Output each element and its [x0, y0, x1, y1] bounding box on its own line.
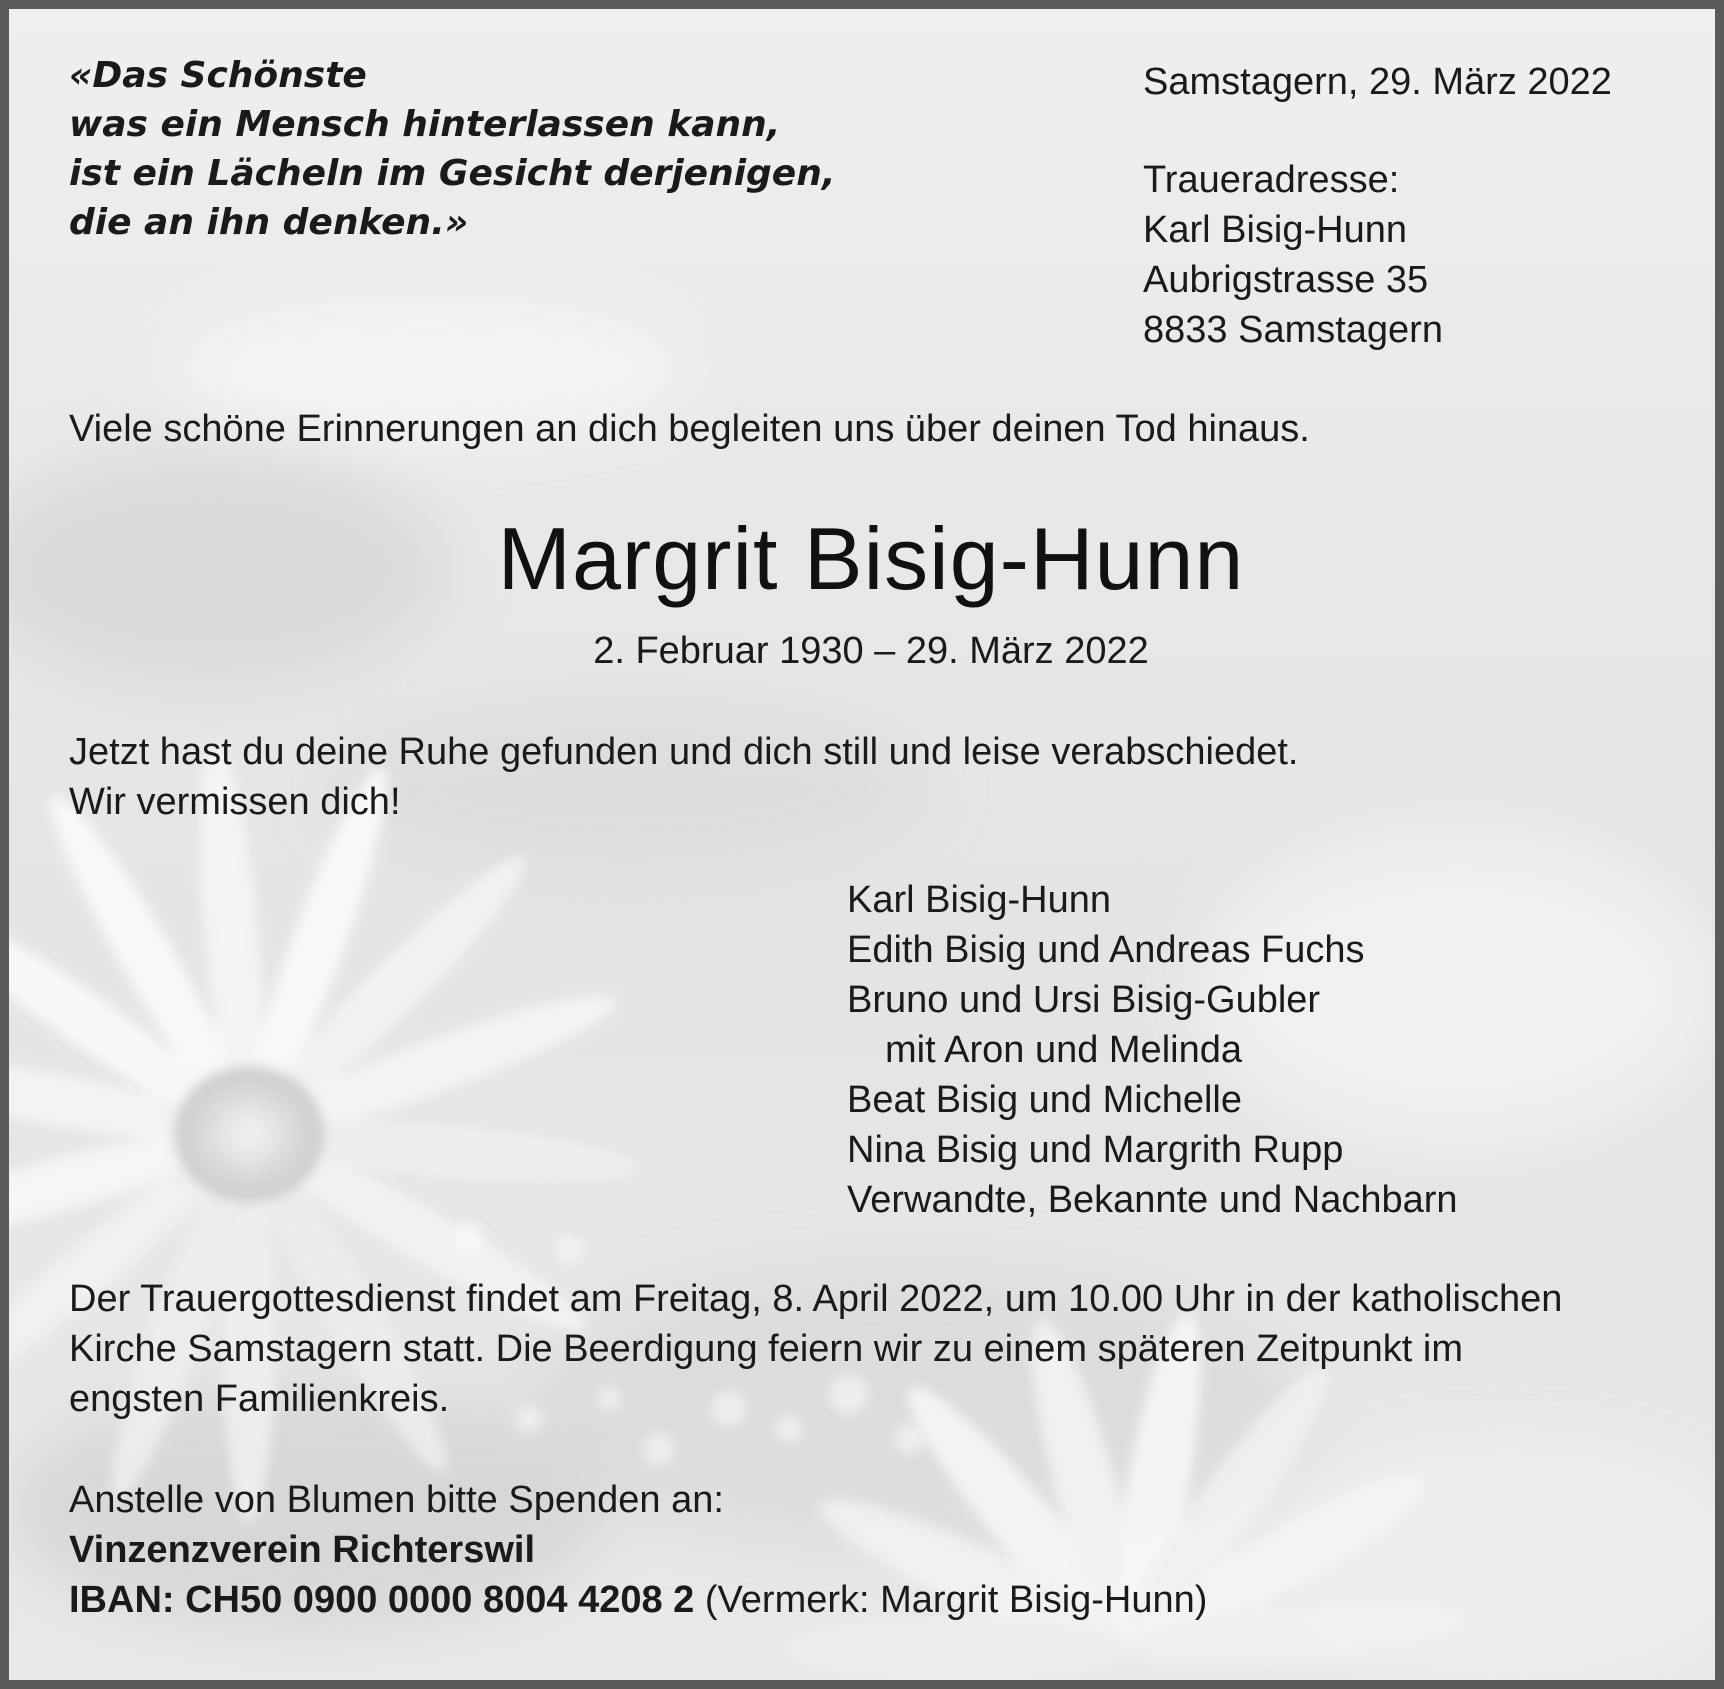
- donation-info: [69, 1475, 1207, 1625]
- header-info: [1143, 57, 1612, 355]
- donation-iban: IBAN: CH50 0900 0000 8004 4208 2: [69, 1579, 695, 1621]
- life-dates: 2. Februar 1930 – 29. März 2022: [593, 630, 1149, 672]
- farewell-message: [69, 727, 1299, 827]
- donation-intro: Anstelle von Blumen bitte Spenden an:: [69, 1479, 724, 1521]
- address-line: Karl Bisig-Hunn: [1143, 209, 1407, 251]
- service-line: Kirche Samstagern statt. Die Beerdigung feiern wir zu einem späteren Zeitpunkt im: [69, 1328, 1463, 1370]
- mourner-entry: mit Aron und Melinda: [885, 1029, 1242, 1071]
- mourner-entry: Edith Bisig und Andreas Fuchs: [847, 929, 1365, 971]
- mourner-entry: Beat Bisig und Michelle: [847, 1079, 1242, 1121]
- mourner-entry: Bruno und Ursi Bisig-Gubler: [847, 979, 1321, 1021]
- donation-organization: Vinzenzverein Richterswil: [69, 1529, 536, 1571]
- donation-iban-line: [69, 1575, 1207, 1625]
- opening-quote: [69, 51, 836, 247]
- donation-note: (Vermerk: Margrit Bisig-Hunn): [704, 1579, 1208, 1621]
- deceased-name: Margrit Bisig-Hunn: [497, 509, 1245, 608]
- quote-line: die an ihn denken.»: [69, 202, 469, 243]
- quote-line: ist ein Lächeln im Gesicht derjenigen,: [69, 153, 836, 194]
- mourner-entry: Verwandte, Bekannte und Nachbarn: [847, 1179, 1458, 1221]
- mourner-entry: Karl Bisig-Hunn: [847, 879, 1111, 921]
- quote-line: «Das Schönste: [69, 55, 367, 96]
- address-line: Aubrigstrasse 35: [1143, 259, 1429, 301]
- service-line: engsten Familienkreis.: [69, 1378, 450, 1420]
- address-line: 8833 Samstagern: [1143, 309, 1443, 351]
- address-label: Traueradresse:: [1143, 159, 1400, 201]
- service-line: Der Trauergottesdienst findet am Freitag, 8. April 2022, um 10.00 Uhr in der katholischen: [69, 1278, 1563, 1320]
- mourner-entry: Nina Bisig und Margrith Rupp: [847, 1129, 1344, 1171]
- mourners-list: [847, 875, 1458, 1225]
- quote-line: was ein Mensch hinterlassen kann,: [69, 104, 781, 145]
- place-date: Samstagern, 29. März 2022: [1143, 61, 1612, 103]
- service-details: [69, 1274, 1562, 1424]
- message-line: Wir vermissen dich!: [69, 781, 401, 823]
- intro-text: Viele schöne Erinnerungen an dich begleiten uns über deinen Tod hinaus.: [69, 408, 1310, 450]
- message-line: Jetzt hast du deine Ruhe gefunden und dich still und leise verabschiedet.: [69, 731, 1299, 773]
